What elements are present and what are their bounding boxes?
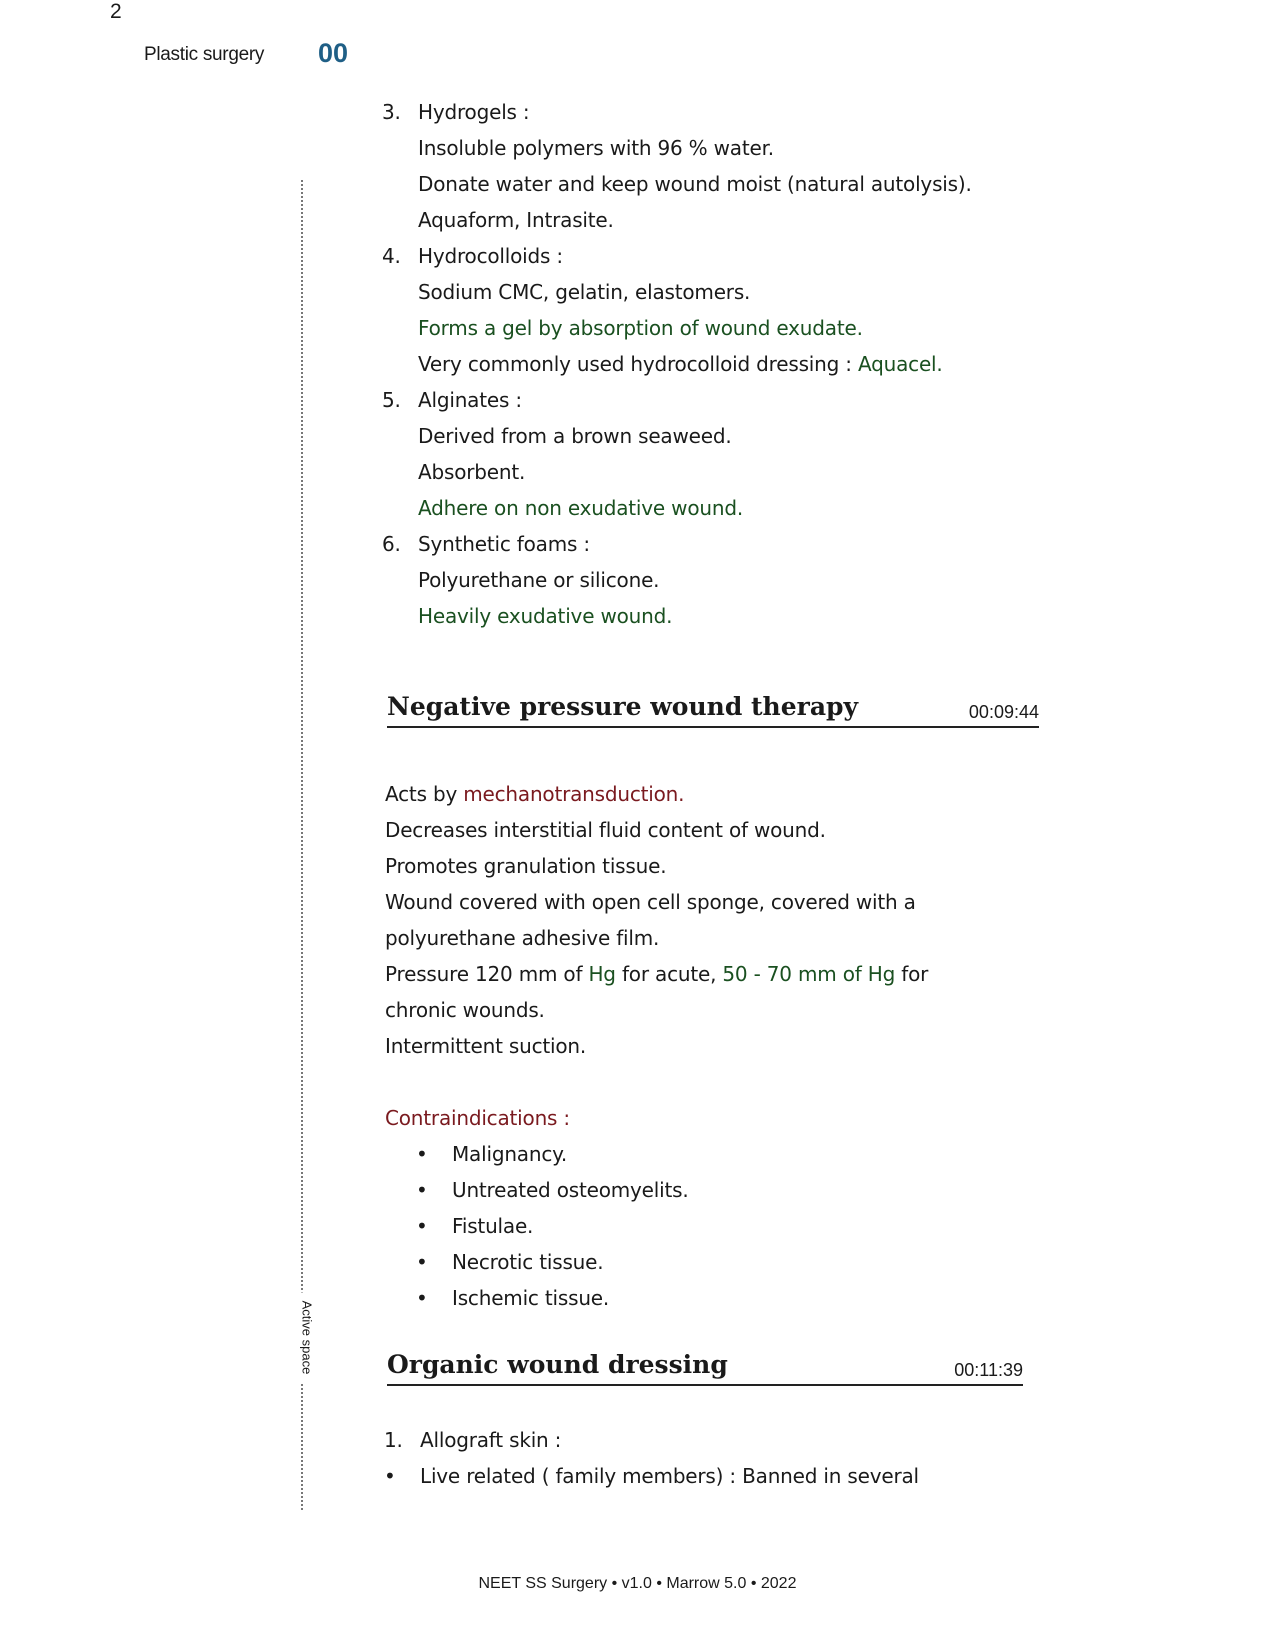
dressing-heading-synthetic-foams: 6. Synthetic foams :	[382, 532, 590, 556]
npwt-line: Wound covered with open cell sponge, covered with a	[385, 890, 916, 914]
dressing-line: Donate water and keep wound moist (natural autolysis).	[418, 172, 972, 196]
video-timestamp[interactable]: 00:11:39	[954, 1360, 1023, 1380]
npwt-line: Intermittent suction.	[385, 1034, 587, 1058]
contraindication-item: • Necrotic tissue.	[416, 1250, 604, 1274]
organic-bullet: • Live related ( family members) : Banned in several	[384, 1464, 919, 1488]
contraindication-item: • Ischemic tissue.	[416, 1286, 610, 1310]
dressing-heading-hydrocolloids: 4. Hydrocolloids :	[382, 244, 563, 268]
npwt-line: Promotes granulation tissue.	[385, 854, 667, 878]
npwt-acts-by: Acts by mechanotransduction.	[385, 782, 685, 806]
dressing-line: Adhere on non exudative wound.	[418, 496, 743, 520]
dressing-line: Aquaform, Intrasite.	[418, 208, 614, 232]
npwt-pressure-line: Pressure 120 mm of Hg for acute, 50 - 70 mm of Hg for	[385, 962, 929, 986]
active-space-label: Active space	[300, 1293, 315, 1383]
npwt-line: Decreases interstitial fluid content of wound.	[385, 818, 826, 842]
dressing-line: Insoluble polymers with 96 % water.	[418, 136, 774, 160]
section-heading-organic: Organic wound dressing 00:11:39	[387, 1350, 1023, 1386]
page-footer: NEET SS Surgery • v1.0 • Marrow 5.0 • 2022	[478, 1575, 797, 1592]
dressing-line: Forms a gel by absorption of wound exudate.	[418, 316, 863, 340]
contraindication-item: • Untreated osteomyelits.	[416, 1178, 689, 1202]
dressing-line: Derived from a brown seaweed.	[418, 424, 732, 448]
dressing-line: Heavily exudative wound.	[418, 604, 673, 628]
organic-item-allograft: 1. Allograft skin :	[384, 1428, 562, 1452]
dressing-line: Sodium CMC, gelatin, elastomers.	[418, 280, 751, 304]
chapter-title: Plastic surgery	[144, 44, 265, 65]
contraindication-item: • Malignancy.	[416, 1142, 568, 1166]
section-heading-npwt: Negative pressure wound therapy 00:09:44	[387, 692, 1039, 728]
page-number: 2	[110, 0, 122, 23]
video-timestamp[interactable]: 00:09:44	[968, 702, 1039, 722]
chapter-code: 00	[318, 38, 349, 68]
contraindication-item: • Fistulae.	[416, 1214, 534, 1238]
npwt-line: polyurethane adhesive film.	[385, 926, 660, 950]
dressing-line: Polyurethane or silicone.	[418, 568, 660, 592]
npwt-line: chronic wounds.	[385, 998, 545, 1022]
dressing-heading-hydrogels: 3. Hydrogels :	[382, 100, 530, 124]
dressing-line: Absorbent.	[418, 460, 526, 484]
dressing-heading-alginates: 5. Alginates :	[382, 388, 522, 412]
contraindications-title: Contraindications :	[385, 1106, 570, 1130]
dressing-line-aquacel: Very commonly used hydrocolloid dressing : Aquacel.	[418, 352, 943, 376]
